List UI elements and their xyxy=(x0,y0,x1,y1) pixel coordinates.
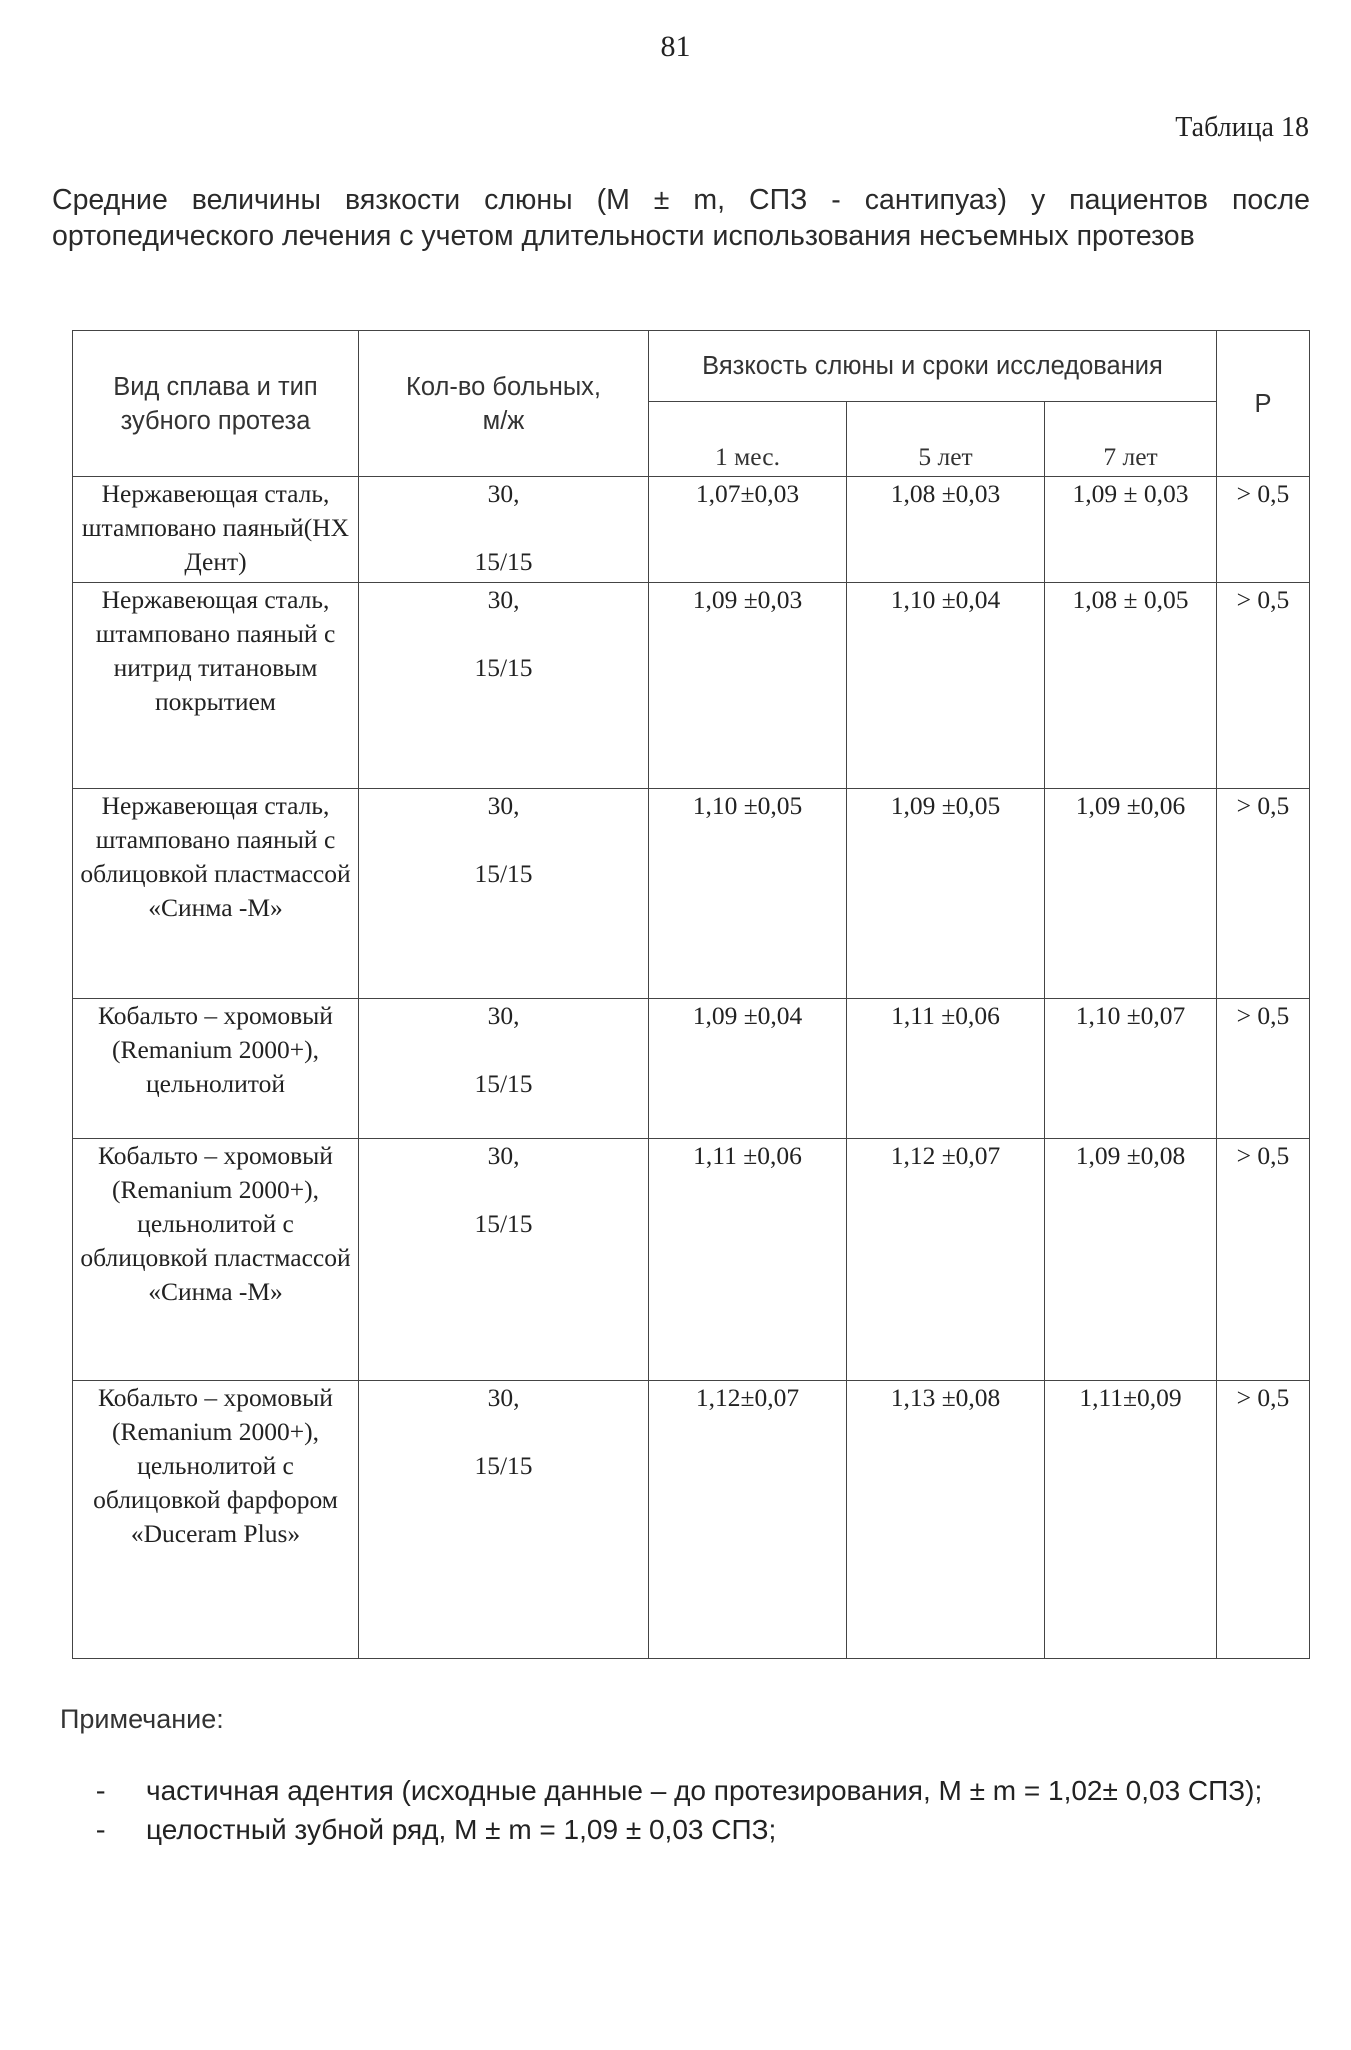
viscosity-table xyxy=(72,330,1310,1659)
value-5-years: 1,10 ±0,04 xyxy=(847,583,1045,789)
alloy-type-cell: Кобальто – хромовый (Remanium 2000+), цельнолитой с облицовкой пластмассой «Синма -М» xyxy=(73,1139,359,1381)
patients-total: 30, xyxy=(487,1001,520,1030)
alloy-type-cell: Нержавеющая сталь, штамповано паяный(НХ Дент) xyxy=(73,477,359,583)
value-5-years: 1,08 ±0,03 xyxy=(847,477,1045,583)
value-5-years: 1,11 ±0,06 xyxy=(847,999,1045,1139)
patients-cell xyxy=(359,583,649,789)
table-row xyxy=(73,789,1310,999)
table-caption xyxy=(52,182,1310,254)
patients-total: 30, xyxy=(487,479,520,508)
note-dash: - xyxy=(96,1814,106,1845)
note-item xyxy=(96,1811,1326,1850)
notes-list xyxy=(96,1772,1326,1850)
value-7-years: 1,09 ±0,08 xyxy=(1045,1139,1217,1381)
value-7-years: 1,08 ± 0,05 xyxy=(1045,583,1217,789)
table-row xyxy=(73,1139,1310,1381)
patients-total: 30, xyxy=(487,585,520,614)
table-row xyxy=(73,583,1310,789)
patients-split: 15/15 xyxy=(474,547,533,576)
patients-split: 15/15 xyxy=(474,653,533,682)
header-viscosity: Вязкость слюны и сроки исследования xyxy=(649,331,1217,402)
header-p: Р xyxy=(1217,331,1310,477)
table-row xyxy=(73,1381,1310,1659)
patients-cell xyxy=(359,477,649,583)
value-1-month: 1,11 ±0,06 xyxy=(649,1139,847,1381)
value-1-month: 1,12±0,07 xyxy=(649,1381,847,1659)
value-1-month: 1,10 ±0,05 xyxy=(649,789,847,999)
value-5-years: 1,12 ±0,07 xyxy=(847,1139,1045,1381)
value-p: > 0,5 xyxy=(1217,1139,1310,1381)
note-text: частичная адентия (исходные данные – до протезирования, М ± m = 1,02± 0,03 СПЗ); xyxy=(146,1775,1263,1806)
table-row xyxy=(73,999,1310,1139)
patients-cell xyxy=(359,1381,649,1659)
value-5-years: 1,13 ±0,08 xyxy=(847,1381,1045,1659)
patients-split: 15/15 xyxy=(474,859,533,888)
patients-total: 30, xyxy=(487,1383,520,1412)
value-5-years: 1,09 ±0,05 xyxy=(847,789,1045,999)
table-row xyxy=(73,477,1310,583)
value-7-years: 1,09 ±0,06 xyxy=(1045,789,1217,999)
value-1-month: 1,09 ±0,04 xyxy=(649,999,847,1139)
caption-line-2: ортопедического лечения с учетом длительности использования несъемных протезов xyxy=(52,220,1195,252)
alloy-type-cell: Кобальто – хромовый (Remanium 2000+), цельнолитой xyxy=(73,999,359,1139)
patients-total: 30, xyxy=(487,791,520,820)
alloy-type-cell: Нержавеющая сталь, штамповано паяный с нитрид титановым покрытием xyxy=(73,583,359,789)
note-title: Примечание: xyxy=(60,1704,224,1734)
alloy-type-cell: Кобальто – хромовый (Remanium 2000+), цельнолитой с облицовкой фарфором «Duceram Plus» xyxy=(73,1381,359,1659)
caption-line-1: Средние величины вязкости слюны (М ± m, СПЗ - сантипуаз) у пациентов после xyxy=(52,184,1310,216)
value-1-month: 1,07±0,03 xyxy=(649,477,847,583)
value-7-years: 1,11±0,09 xyxy=(1045,1381,1217,1659)
value-1-month: 1,09 ±0,03 xyxy=(649,583,847,789)
note-dash: - xyxy=(96,1775,106,1806)
patients-cell xyxy=(359,789,649,999)
value-p: > 0,5 xyxy=(1217,477,1310,583)
header-period-7-years: 7 лет xyxy=(1045,402,1217,477)
patients-cell xyxy=(359,1139,649,1381)
patients-split: 15/15 xyxy=(474,1069,533,1098)
table-label: Таблица 18 xyxy=(1175,112,1309,143)
patients-split: 15/15 xyxy=(474,1451,533,1480)
note-item xyxy=(96,1772,1326,1811)
header-period-5-years: 5 лет xyxy=(847,402,1045,477)
patients-cell xyxy=(359,999,649,1139)
value-7-years: 1,10 ±0,07 xyxy=(1045,999,1217,1139)
alloy-type-cell: Нержавеющая сталь, штамповано паяный с облицовкой пластмассой «Синма -М» xyxy=(73,789,359,999)
value-7-years: 1,09 ± 0,03 xyxy=(1045,477,1217,583)
header-alloy-type: Вид сплава и тип зубного протеза xyxy=(73,331,359,477)
value-p: > 0,5 xyxy=(1217,999,1310,1139)
value-p: > 0,5 xyxy=(1217,789,1310,999)
page-number: 81 xyxy=(660,30,691,63)
patients-split: 15/15 xyxy=(474,1209,533,1238)
note-text: целостный зубной ряд, М ± m = 1,09 ± 0,03 СПЗ; xyxy=(146,1814,777,1845)
value-p: > 0,5 xyxy=(1217,1381,1310,1659)
header-patients: Кол-во больных, м/ж xyxy=(359,331,649,477)
header-period-1-month: 1 мес. xyxy=(649,402,847,477)
patients-total: 30, xyxy=(487,1141,520,1170)
value-p: > 0,5 xyxy=(1217,583,1310,789)
